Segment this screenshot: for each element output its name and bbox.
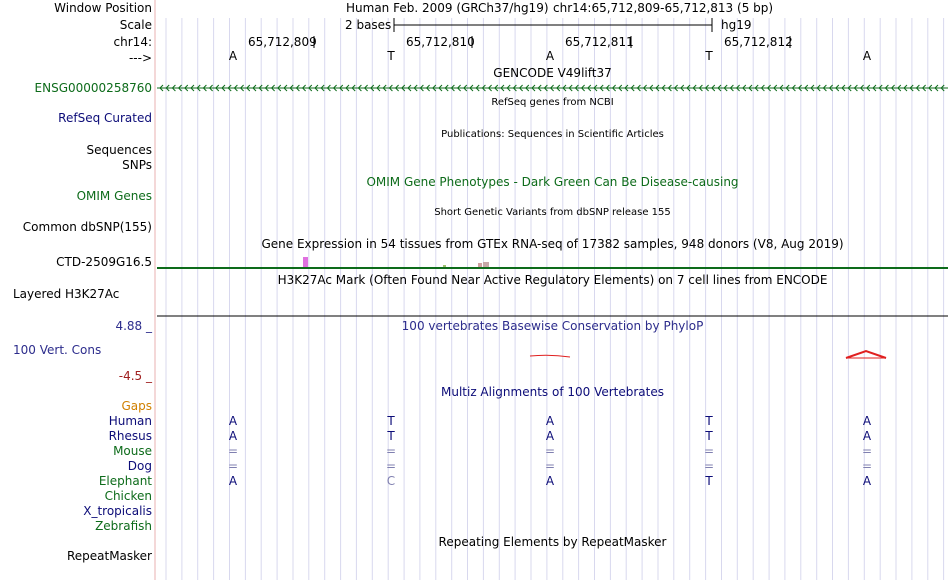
alignment-base: T (705, 414, 713, 428)
alignment-base: T (387, 429, 395, 443)
alignment-base: A (228, 414, 238, 428)
alignment-base: A (228, 474, 238, 488)
ruler-tick-label: 65,712,809 (248, 35, 317, 49)
repeatmasker-track-label[interactable]: RepeatMasker (66, 549, 152, 563)
reference-base: A (228, 49, 238, 63)
species-label: Mouse (113, 444, 152, 458)
alignment-base: A (545, 414, 555, 428)
scale-bar (394, 18, 712, 32)
alignment-base: A (862, 414, 872, 428)
phylop-track-label[interactable]: 100 Vert. Cons (13, 343, 102, 357)
ruler-tick-label: 65,712,811 (565, 35, 634, 49)
alignment-base: A (228, 429, 238, 443)
multiz-gaps-label[interactable]: Gaps (121, 399, 152, 413)
gencode-gene-label[interactable]: ENSG00000258760 (34, 81, 152, 95)
ruler-tick-marks (314, 36, 790, 48)
alignment-base: = (227, 459, 239, 473)
publications-sequences-label[interactable]: Sequences (86, 143, 152, 157)
alignment-base: = (385, 444, 397, 458)
publications-snps-label[interactable]: SNPs (122, 158, 152, 172)
alignment-base: A (862, 474, 872, 488)
gtex-expression-bars (157, 257, 948, 268)
species-label: Dog (127, 459, 152, 473)
alignment-base: A (545, 429, 555, 443)
phylop-max-value: 4.88 _ (115, 319, 152, 333)
alignment-base: C (386, 474, 396, 488)
alignment-base: = (703, 459, 715, 473)
omim-track-label[interactable]: OMIM Genes (76, 189, 152, 203)
ruler-tick-label: 65,712,812 (724, 35, 793, 49)
gencode-track-title[interactable]: GENCODE V49lift37 (493, 66, 612, 80)
gtex-track-label[interactable]: CTD-2509G16.5 (56, 255, 152, 269)
chrom-label: chr14: (113, 35, 152, 49)
alignment-base: T (705, 429, 713, 443)
gencode-gene-feature (157, 85, 948, 91)
reference-base: T (705, 49, 713, 63)
alignment-base: T (387, 414, 395, 428)
h3k27ac-track-label[interactable]: Layered H3K27Ac (13, 287, 120, 301)
alignment-base: = (385, 459, 397, 473)
alignment-base: = (227, 444, 239, 458)
scale-text: 2 bases (345, 18, 392, 32)
publications-track-title[interactable]: Publications: Sequences in Scientific Articles (441, 129, 664, 140)
scale-label: Scale (119, 18, 152, 32)
multiz-track-title[interactable]: Multiz Alignments of 100 Vertebrates (440, 385, 665, 399)
species-label: Rhesus (108, 429, 152, 443)
reference-base: A (545, 49, 555, 63)
alignment-base: T (705, 474, 713, 488)
alignment-base: = (544, 459, 556, 473)
dbsnp-track-label[interactable]: Common dbSNP(155) (22, 220, 152, 234)
h3k27ac-track-title[interactable]: H3K27Ac Mark (Often Found Near Active Regulatory Elements) on 7 cell lines from ENCODE (277, 273, 828, 287)
reference-base: T (387, 49, 395, 63)
alignment-base: = (703, 444, 715, 458)
phylop-min-value: -4.5 _ (118, 369, 152, 383)
species-label: Elephant (98, 474, 152, 488)
gtex-track-title[interactable]: Gene Expression in 54 tissues from GTEx RNA-seq of 17382 samples, 948 donors (V8, Aug 2019) (261, 237, 844, 251)
alignment-base: = (861, 459, 873, 473)
alignment-base: = (544, 444, 556, 458)
species-label: Chicken (104, 489, 152, 503)
reference-base: A (862, 49, 872, 63)
refseq-track-title[interactable]: RefSeq genes from NCBI (491, 97, 614, 108)
species-label: Zebrafish (95, 519, 152, 533)
species-label: Human (108, 414, 152, 428)
assembly-title: Human Feb. 2009 (GRCh37/hg19) (346, 1, 549, 15)
phylop-track-title[interactable]: 100 vertebrates Basewise Conservation by PhyloP (401, 319, 704, 333)
species-label: X_tropicalis (83, 504, 152, 518)
strand-label: ---> (128, 51, 152, 65)
position-range: chr14:65,712,809-65,712,813 (5 bp) (553, 1, 774, 15)
alignment-base: = (861, 444, 873, 458)
refseq-track-label[interactable]: RefSeq Curated (58, 111, 152, 125)
dbsnp-track-title[interactable]: Short Genetic Variants from dbSNP release 155 (434, 207, 671, 218)
db-label: hg19 (721, 18, 752, 32)
ruler-tick-label: 65,712,810 (406, 35, 475, 49)
window-position-label: Window Position (54, 1, 152, 15)
omim-track-title[interactable]: OMIM Gene Phenotypes - Dark Green Can Be Disease-causing (366, 175, 739, 189)
alignment-base: A (545, 474, 555, 488)
repeatmasker-track-title[interactable]: Repeating Elements by RepeatMasker (438, 535, 667, 549)
alignment-base: A (862, 429, 872, 443)
